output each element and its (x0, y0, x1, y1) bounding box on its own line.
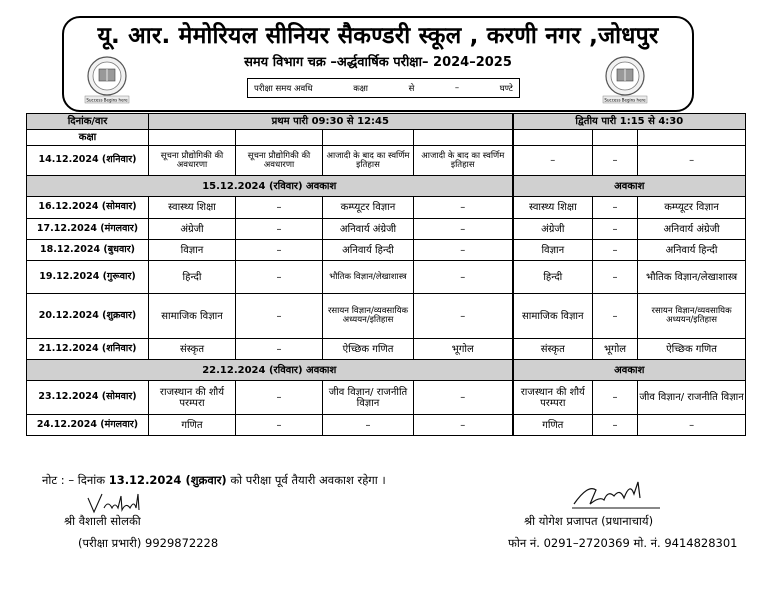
cell: – (236, 339, 323, 360)
row-date: 23.12.2024 (सोमवार) (27, 381, 149, 415)
cell: गणित (149, 415, 236, 436)
cell: – (236, 197, 323, 219)
cell: – (593, 197, 638, 219)
date-day-header: दिनांक/वार (27, 114, 149, 130)
cell: हिन्दी (149, 261, 236, 294)
row-date: 14.12.2024 (शनिवार) (27, 146, 149, 176)
cell: भौतिक विज्ञान/लेखाशास्त्र (638, 261, 746, 294)
cell: आजादी के बाद का स्वर्णिम इतिहास (323, 146, 414, 176)
school-name: यू. आर. मेमोरियल सीनियर सैकण्डरी स्कूल , करणी नगर ,जोधपुर (97, 23, 659, 49)
note-suffix: को परीक्षा पूर्व तैयारी अवकाश रहेगा । (230, 473, 386, 487)
cell: – (593, 219, 638, 240)
row-date: 21.12.2024 (शनिवार) (27, 339, 149, 360)
right-signature (568, 478, 668, 512)
row-date: 20.12.2024 (शुक्रवार) (27, 294, 149, 339)
cell: – (414, 240, 513, 261)
from-label: से (408, 83, 415, 94)
cell: अनिवार्य हिन्दी (638, 240, 746, 261)
class-label: कक्षा (353, 83, 369, 94)
note-date: 13.12.2024 (शुक्रवार) (108, 473, 227, 487)
cell: विज्ञान (513, 240, 593, 261)
cell: ऐच्छिक गणित (638, 339, 746, 360)
preparation-leave-note (42, 473, 386, 488)
principal-phone: फोन नं. 0291–2720369 मो. नं. 9414828301 (508, 536, 738, 550)
cell: अनिवार्य हिन्दी (323, 240, 414, 261)
cell: – (513, 146, 593, 176)
second-shift-header: द्वितीय पारी 1:15 से 4:30 (513, 114, 746, 130)
cell: – (593, 294, 638, 339)
cell: संस्कृत (149, 339, 236, 360)
row-date: 16.12.2024 (सोमवार) (27, 197, 149, 219)
time-label: परीक्षा समय अवधि (254, 83, 313, 94)
cell: – (414, 197, 513, 219)
cell: – (236, 240, 323, 261)
cell: सामाजिक विज्ञान (149, 294, 236, 339)
cell: गणित (513, 415, 593, 436)
exam-subtitle: समय विभाग चक्र –अर्द्धवार्षिक परीक्षा– 2024–2025 (244, 55, 512, 70)
principal-name: श्री योगेश प्रजापत (प्रधानाचार्य) (524, 514, 654, 528)
cell: – (414, 219, 513, 240)
cell: – (236, 415, 323, 436)
row-date: 17.12.2024 (मंगलवार) (27, 219, 149, 240)
cell: – (414, 381, 513, 415)
cell: – (414, 294, 513, 339)
cell: कम्प्यूटर विज्ञान (323, 197, 414, 219)
cell: – (236, 381, 323, 415)
school-logo-right (597, 54, 653, 104)
holiday-row: 22.12.2024 (रविवार) अवकाश (27, 360, 513, 381)
cell: सामाजिक विज्ञान (513, 294, 593, 339)
cell: सूचना प्रौद्योगिकी की अवधारणा (149, 146, 236, 176)
cell: राजस्थान की शौर्य परम्परा (513, 381, 593, 415)
cell: भूगोल (414, 339, 513, 360)
cell: जीव विज्ञान/ राजनीति विज्ञान (638, 381, 746, 415)
cell: स्वास्थ्य शिक्षा (149, 197, 236, 219)
cell: – (593, 146, 638, 176)
cell: – (236, 294, 323, 339)
school-logo-left (79, 54, 135, 104)
cell: – (638, 146, 746, 176)
cell: अनिवार्य अंग्रेजी (323, 219, 414, 240)
holiday-row: 15.12.2024 (रविवार) अवकाश (27, 176, 513, 197)
cell: आजादी के बाद का स्वर्णिम इतिहास (414, 146, 513, 176)
cell: – (236, 219, 323, 240)
left-signature (84, 490, 174, 516)
cell: अंग्रेजी (149, 219, 236, 240)
dash-label: – (454, 83, 460, 93)
cell: – (323, 415, 414, 436)
cell: संस्कृत (513, 339, 593, 360)
incharge-name: श्री वैशाली सोलकी (64, 514, 141, 528)
cell: – (593, 381, 638, 415)
cell: – (593, 261, 638, 294)
class-header: कक्षा (27, 130, 149, 146)
holiday-row-2: अवकाश (513, 360, 746, 381)
exam-time-box (247, 78, 520, 98)
first-shift-header: प्रथम पारी 09:30 से 12:45 (149, 114, 513, 130)
cell: – (593, 415, 638, 436)
cell: ऐच्छिक गणित (323, 339, 414, 360)
cell: कम्प्यूटर विज्ञान (638, 197, 746, 219)
cell: जीव विज्ञान/ राजनीति विज्ञान (323, 381, 414, 415)
cell: – (593, 240, 638, 261)
row-date: 24.12.2024 (मंगलवार) (27, 415, 149, 436)
note-prefix: नोट : – दिनांक (42, 473, 106, 487)
cell: – (414, 261, 513, 294)
cell: राजस्थान की शौर्य परम्परा (149, 381, 236, 415)
incharge-role: (परीक्षा प्रभारी) 9929872228 (78, 536, 219, 550)
cell: – (236, 261, 323, 294)
logo-caption-left: Success Begins here (86, 97, 128, 103)
exam-schedule-table (26, 113, 746, 436)
cell: रसायन विज्ञान/व्यवसायिक अध्ययन/इतिहास (323, 294, 414, 339)
cell: विज्ञान (149, 240, 236, 261)
cell: रसायन विज्ञान/व्यवसायिक अध्ययन/इतिहास (638, 294, 746, 339)
hours-label: घण्टे (499, 83, 513, 94)
cell: – (638, 415, 746, 436)
cell: अंग्रेजी (513, 219, 593, 240)
cell: भौतिक विज्ञान/लेखाशास्त्र (323, 261, 414, 294)
logo-caption-right: Success Begins here (604, 97, 646, 103)
cell: भूगोल (593, 339, 638, 360)
row-date: 19.12.2024 (गुरूवार) (27, 261, 149, 294)
row-date: 18.12.2024 (बुधवार) (27, 240, 149, 261)
cell: सूचना प्रौद्योगिकी की अवधारणा (236, 146, 323, 176)
holiday-row-2: अवकाश (513, 176, 746, 197)
cell: अनिवार्य अंग्रेजी (638, 219, 746, 240)
cell: स्वास्थ्य शिक्षा (513, 197, 593, 219)
cell: हिन्दी (513, 261, 593, 294)
cell: – (414, 415, 513, 436)
